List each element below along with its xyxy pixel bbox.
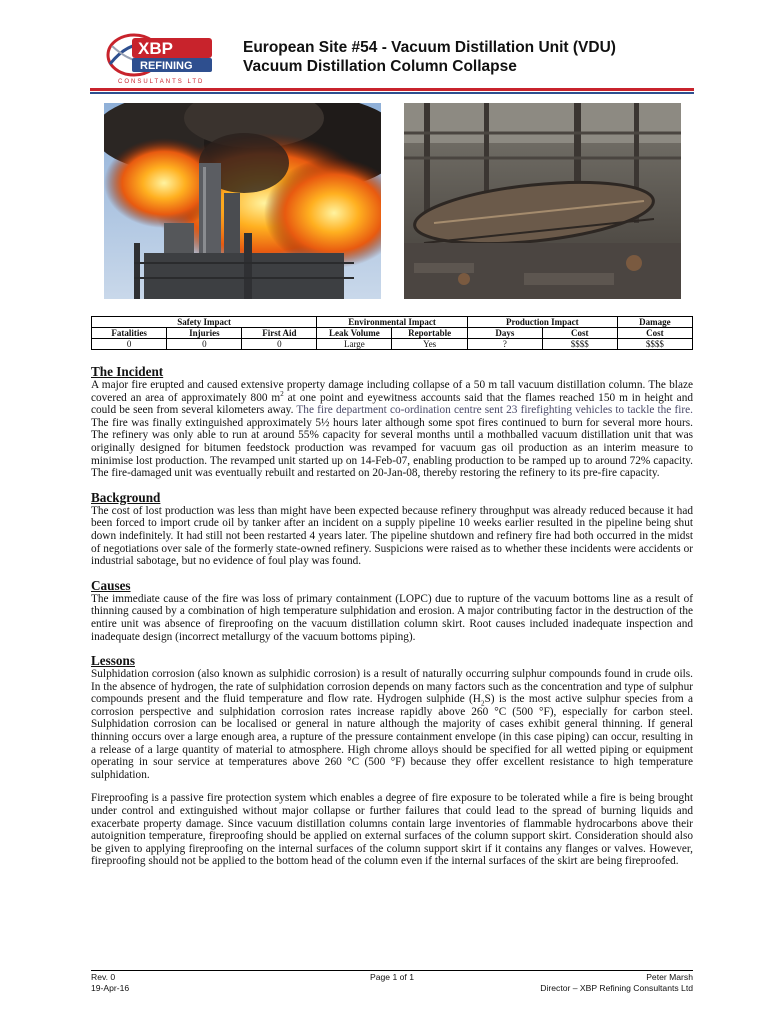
header-production-cost: Cost bbox=[542, 328, 617, 339]
document-body bbox=[91, 364, 693, 868]
value-damage-cost: $$$$ bbox=[617, 339, 692, 350]
lessons-text-b: S) is the most active sulphur species from a corrosion perspective and sulphidation corrosion rates increase rapidly above 260 °C (500 °F), especially for carbon steel. Sulphidation corrosion can be localised or general in nature although the majority of cases exhibit general thinning. If general thinning occurs over a large enough area, a rupture of the pressure containment envelope (in this case piping) can occur, resulting in a release of a large quantity of material to atmosphere. High chrome alloys should be specified for all wetted piping or equipment operating in sour service at temperatures above 260 °C (500 °F) because they offer excellent resistance to high temperature sulphidation. bbox=[91, 693, 693, 781]
fire-damaged-unit-photo bbox=[404, 103, 681, 299]
incident-paragraph bbox=[91, 379, 693, 480]
value-days: ? bbox=[467, 339, 542, 350]
group-damage: Damage bbox=[617, 317, 692, 328]
value-leak-volume: Large bbox=[317, 339, 392, 350]
header-first-aid: First Aid bbox=[242, 328, 317, 339]
section-lessons bbox=[91, 653, 693, 868]
header-rule-red bbox=[90, 88, 694, 91]
header-damage-cost: Cost bbox=[617, 328, 692, 339]
incident-text-a: A major fire erupted and caused extensive property damage including collapse of a 50 m tall vacuum distillation column. The blaze covered an area of approximately 800 m bbox=[91, 379, 693, 404]
logo-brand-bottom: REFINING bbox=[140, 60, 193, 72]
heading-incident: The Incident bbox=[91, 364, 164, 379]
lessons-text-a: Sulphidation corrosion (also known as sulphidic corrosion) is a result of naturally occurring sulphur compounds found in crude oils. In the absence of hydrogen, the rate of sulphidation corrosion depends on many factors such as the concentration and type of sulphur compounds present and the fluid temperature and flow rate. Hydrogen sulphide (H bbox=[91, 668, 693, 706]
xbp-refining-logo bbox=[104, 30, 226, 86]
causes-paragraph: The immediate cause of the fire was loss of primary containment (LOPC) due to rupture of the vacuum bottoms line as a result of thinning caused by a combination of high temperature sulphidation and erosion. A major contributing factor in the destruction of the entire unit was absence of fireproofing on the vacuum distillation column skirt. Root causes included inadequate inspection and inadequate design (incorrect metallurgy of the vacuum bottoms piping). bbox=[91, 592, 693, 643]
background-paragraph: The cost of lost production was less than might have been expected because refinery throughput was already reduced because it had been forced to import crude oil by tanker after an incident on a supply pipeline 10 weeks earlier resulted in the pipeline being shut down indefinitely. It had still not been restarted 4 years later. The pipeline shutdown and refinery fire had both occurred in the midst of negotiations over sale of the formerly state-owned refinery. Suspicions were raised as to whether these incidents were accidents or industrial sabotage, but no evidence of foul play was found. bbox=[91, 504, 693, 568]
impact-table bbox=[91, 316, 693, 350]
group-production: Production Impact bbox=[467, 317, 617, 328]
incident-text-d: The fire was finally extinguished approximately 5½ hours later although some spot fires continued to burn for several more hours. The refinery was only able to run at around 55% capacity for several months until a mothballed vacuum distillation unit that was originally designed for bitumen feedstock production was revamped for vacuum gas oil production as an interim measure to minimise lost production. The revamped unit started up on 14-Feb-07, enabling production to be ramped up to around 72% capacity. The fire-damaged unit was eventually rebuilt and restarted on 20-Jan-08, thereby restoring the refinery to its pre-fire capacity. bbox=[91, 416, 693, 480]
header-rule-blue bbox=[90, 92, 694, 94]
footer-revision: Rev. 0 bbox=[91, 972, 116, 982]
value-first-aid: 0 bbox=[242, 339, 317, 350]
incident-text-b: at one point and eyewitness accounts said that the flames reached 150 m in height and could be seen from several kilometers away. bbox=[91, 391, 693, 417]
footer-page-number: Page 1 of 1 bbox=[370, 972, 414, 982]
heading-background: Background bbox=[91, 489, 161, 505]
footer-date: 19-Apr-16 bbox=[91, 983, 130, 993]
footer-author: Peter Marsh bbox=[646, 972, 693, 982]
page-title bbox=[243, 38, 616, 76]
logo-tagline: CONSULTANTS LTD bbox=[118, 79, 205, 85]
impact-header-row bbox=[92, 328, 693, 339]
incident-superscript: 2 bbox=[280, 389, 284, 398]
section-background bbox=[91, 490, 693, 568]
paragraph-gap bbox=[91, 781, 693, 792]
footer-left bbox=[91, 972, 129, 994]
header-injuries: Injuries bbox=[167, 328, 242, 339]
section-incident bbox=[91, 364, 693, 480]
heading-causes: Causes bbox=[91, 577, 131, 593]
footer-right bbox=[540, 972, 693, 994]
lessons-paragraph-1 bbox=[91, 668, 693, 781]
lessons-paragraph-2: Fireproofing is a passive fire protection system which enables a degree of fire exposure to be tolerated while a fire is being brought under control and extinguished without major collapse or further failures that could lead to the spread of burning liquids and exacerbate property damage. Since vacuum distillation columns contain large inventories of flammable hydrocarbons above their autoignition temperature, fireproofing should be applied on external surfaces of the column support skirt. Consideration should also be given to applying fireproofing on the internal surfaces of the column support skirt if it contains any flanges or valves. However, fireproofing should not be applied to the bottom head of the column even if the internal surfaces of the skirt are being fireproofed. bbox=[91, 792, 693, 868]
value-reportable: Yes bbox=[392, 339, 467, 350]
impact-group-row bbox=[92, 317, 693, 328]
impact-values-row bbox=[92, 339, 693, 350]
value-fatalities: 0 bbox=[92, 339, 167, 350]
header-leak-volume: Leak Volume bbox=[317, 328, 392, 339]
logo-brand-top: XBP bbox=[138, 39, 173, 58]
value-injuries: 0 bbox=[167, 339, 242, 350]
title-line-2: Vacuum Distillation Column Collapse bbox=[243, 58, 517, 75]
section-causes bbox=[91, 578, 693, 643]
refinery-fire-photo bbox=[104, 103, 381, 299]
footer-role: Director – XBP Refining Consultants Ltd bbox=[540, 983, 693, 993]
incident-text-fire-dept: The fire department co-ordination centre sent 23 firefighting vehicles to tackle the fire. bbox=[296, 404, 693, 417]
header-reportable: Reportable bbox=[392, 328, 467, 339]
logo-graphic bbox=[104, 30, 226, 86]
heading-lessons: Lessons bbox=[91, 653, 135, 669]
group-safety: Safety Impact bbox=[92, 317, 317, 328]
value-production-cost: $$$$ bbox=[542, 339, 617, 350]
footer-rule bbox=[91, 970, 693, 971]
title-line-1: European Site #54 - Vacuum Distillation Unit (VDU) bbox=[243, 39, 616, 56]
header-days: Days bbox=[467, 328, 542, 339]
header-fatalities: Fatalities bbox=[92, 328, 167, 339]
lessons-subscript: 2 bbox=[480, 699, 485, 708]
group-environmental: Environmental Impact bbox=[317, 317, 468, 328]
